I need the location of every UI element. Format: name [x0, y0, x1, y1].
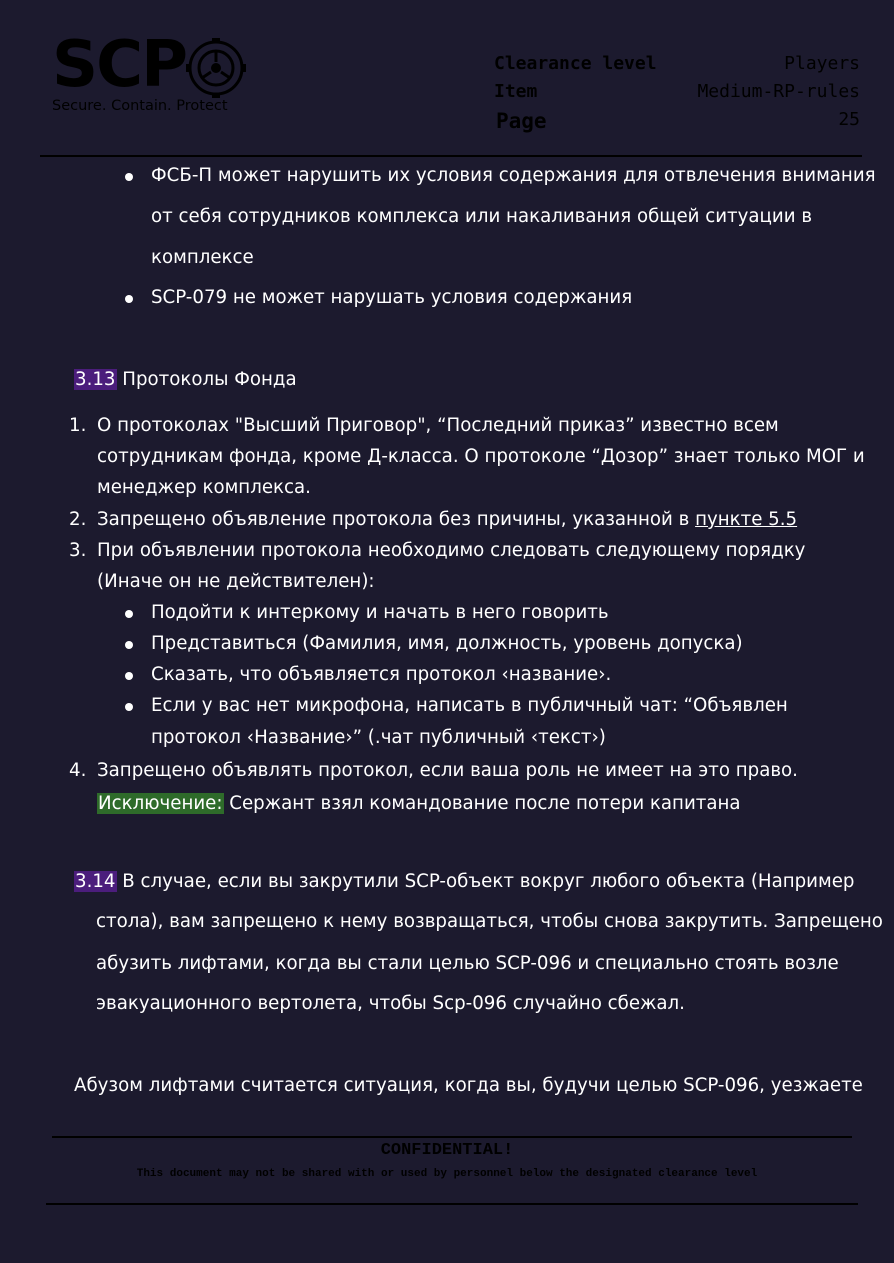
scp-logo [52, 30, 257, 120]
text-line: стола), вам запрещено к нему возвращаться, чтобы снова закрутить. Запрещено [96, 911, 883, 932]
footer-divider-bottom [46, 1203, 858, 1205]
list-number: 1. [69, 415, 87, 436]
text-line: ФСБ-П может нарушить их условия содержания для отвлечения внимания [151, 165, 876, 186]
text-line: Подойти к интеркому и начать в него говорить [151, 602, 609, 623]
exception-label: Исключение: [98, 793, 223, 814]
text-line: О протоколах "Высший Приговор", “Последний приказ” известно всем [97, 415, 779, 436]
meta-value: Medium-RP-rules [697, 81, 860, 102]
text-line: Представиться (Фамилия, имя, должность, уровень допуска) [151, 633, 743, 654]
text-line: Если у вас нет микрофона, написать в публичный чат: “Объявлен [151, 695, 788, 716]
meta-item [494, 81, 860, 109]
text-line: протокол ‹Название›” (.чат публичный ‹текст›) [151, 727, 606, 748]
meta-value: Players [784, 53, 860, 74]
text-line: При объявлении протокола необходимо следовать следующему порядку [97, 540, 806, 561]
section-heading-3-13 [74, 369, 297, 390]
header-divider [40, 155, 862, 157]
text-line: Абузом лифтами считается ситуация, когда вы, будучи целью SCP-096, уезжаете [74, 1075, 863, 1096]
text-span: В случае, если вы закрутили SCP-объект вокруг любого объекта (Например [116, 871, 855, 892]
text-line: абузить лифтами, когда вы стали целью SCP-096 и специально стоять возле [96, 953, 839, 974]
document-meta [494, 53, 860, 137]
meta-clearance [494, 53, 860, 81]
exception-text: Сержант взял командование после потери капитана [223, 793, 741, 814]
list-number: 2. [69, 509, 87, 530]
exception-line [97, 793, 741, 814]
section-number: 3.13 [75, 369, 116, 390]
text-line: сотрудникам фонда, кроме Д-класса. О протоколе “Дозор” знает только МОГ и [97, 446, 865, 467]
bullet-icon [125, 610, 133, 618]
section-heading-3-14 [74, 871, 854, 892]
confidential-note: This document may not be shared with or used by personnel below the designated clearance level [136, 1168, 758, 1180]
text-line [97, 509, 797, 530]
section-number: 3.14 [75, 871, 116, 892]
section-link[interactable]: пункте 5.5 [695, 509, 798, 530]
logo-subtitle: Secure. Contain. Protect [52, 98, 228, 114]
confidential-title: CONFIDENTIAL! [380, 1141, 514, 1160]
list-number: 4. [69, 760, 87, 781]
meta-page [494, 109, 860, 137]
footer-divider-top [52, 1136, 852, 1138]
meta-key: Item [494, 81, 538, 102]
section-title: Протоколы Фонда [116, 369, 297, 390]
text-line: Сказать, что объявляется протокол ‹название›. [151, 664, 612, 685]
text-line: (Иначе он не действителен): [97, 571, 375, 592]
bullet-icon [125, 672, 133, 680]
text-line: менеджер комплекса. [97, 477, 311, 498]
meta-value: 25 [838, 109, 860, 130]
text-line: комплексе [151, 247, 254, 268]
bullet-icon [125, 173, 133, 181]
logo-text: SCP [52, 28, 186, 102]
bullet-icon [125, 641, 133, 649]
meta-key: Page [496, 109, 547, 133]
scp-emblem-icon [182, 32, 250, 100]
list-number: 3. [69, 540, 87, 561]
bullet-icon [125, 703, 133, 711]
meta-key: Clearance level [494, 53, 657, 74]
bullet-icon [125, 295, 133, 303]
text-line: SCP-079 не может нарушать условия содержания [151, 287, 633, 308]
text-line: от себя сотрудников комплекса или накаливания общей ситуации в [151, 206, 813, 227]
text-span: Запрещено объявление протокола без причины, указанной в [97, 509, 696, 530]
text-line: эвакуационного вертолета, чтобы Scp-096 случайно сбежал. [96, 993, 685, 1014]
text-line: Запрещено объявлять протокол, если ваша роль не имеет на это право. [97, 760, 798, 781]
